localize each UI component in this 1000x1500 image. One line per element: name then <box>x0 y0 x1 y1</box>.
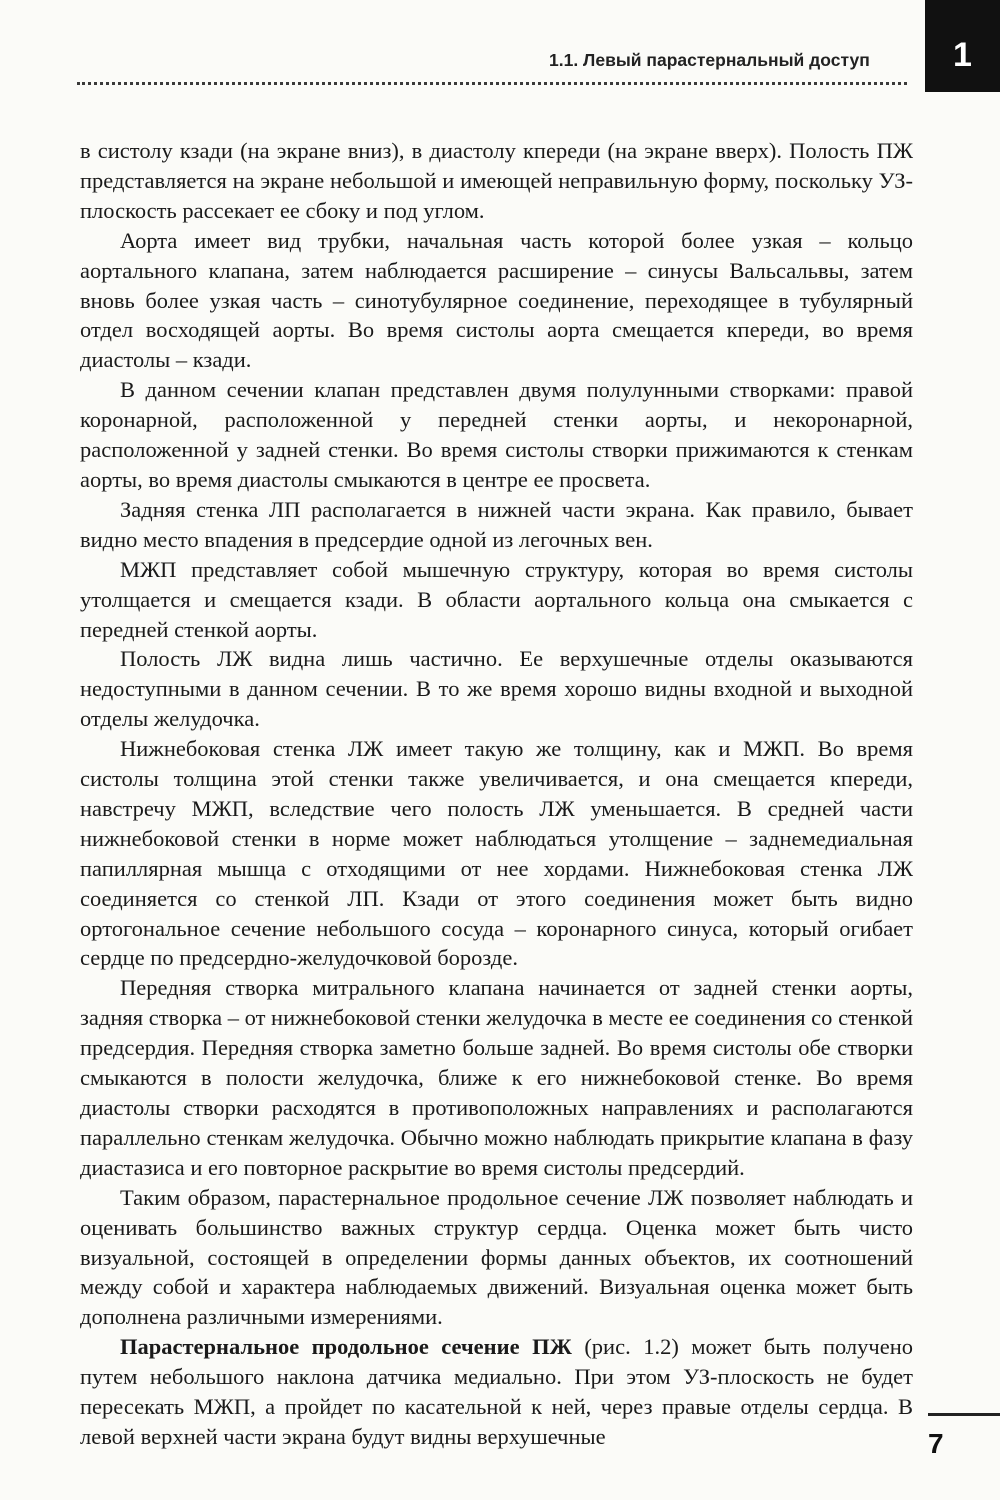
paragraph: Аорта имеет вид трубки, начальная часть которой более узкая – кольцо аортального клапана, затем наблюдается расширение – синусы Вальсальвы, затем вновь более узкая часть – синотубулярное соединение, переходящее в тубулярный отдел восходящей аорты. Во время систолы аорта смещается кпереди, во время диастолы – кзади. <box>80 227 913 373</box>
paragraph: В данном сечении клапан представлен двумя полулунными створками: правой коронарной, расположенной у передней стенки аорты, и некоронарной, расположенной у задней стенки. Во время систолы створки прижимаются к стенкам аорты, во время диастолы смыкаются в центре ее просвета. <box>80 377 913 492</box>
paragraph: Задняя стенка ЛП располагается в нижней части экрана. Как правило, бывает видно место впадения в предсердие одной из легочных вен. <box>80 496 913 552</box>
paragraph: Передняя створка митрального клапана начинается от задней стенки аорты, задняя створка – от нижнебоковой стенки желудочка в месте ее соединения со стенкой предсердия. Передняя створка заметно больше задней. Во время систолы обе створки смыкаются в полости желудочка, ближе к его нижнебоковой стенке. Во время диастолы створки расходятся в противоположных направлениях и располагаются параллельно стенкам желудочка. Обычно можно наблюдать прикрытие клапана в фазу диастазиса и его повторное раскрытие во время систолы предсердий. <box>80 975 913 1180</box>
bold-term: Парастернальное продольное сечение ПЖ <box>120 1334 572 1360</box>
page-number: 7 <box>928 1428 944 1459</box>
chapter-tab <box>925 0 1000 92</box>
paragraph: Полость ЛЖ видна лишь частично. Ее верхушечные отделы оказываются недоступными в данном сечении. В то же время хорошо видны входной и выходной отделы желудочка. <box>80 646 913 732</box>
paragraph: в систолу кзади (на экране вниз), в диастолу кпереди (на экране вверх). Полость ПЖ представляется на экране небольшой и имеющей неправильную форму, поскольку УЗ-плоскость рассекает ее сбоку и под углом. <box>80 138 913 223</box>
section-title: 1.1. Левый парастернальный доступ <box>549 50 870 70</box>
paragraph: МЖП представляет собой мышечную структуру, которая во время систолы утолщается и смещается кзади. В области аортального кольца она смыкается с передней стенкой аорты. <box>80 556 913 642</box>
footer-rule <box>928 1413 1000 1416</box>
chapter-number: 1 <box>953 35 972 74</box>
body-text <box>80 136 913 1452</box>
paragraph: Нижнебоковая стенка ЛЖ имеет такую же толщину, как и МЖП. Во время систолы толщина этой стенки также увеличивается, и она смещается кпереди, навстречу МЖП, вследствие чего полость ЛЖ уменьшается. В средней части нижнебоковой стенки в норме может наблюдаться утолщение – заднемедиальная папиллярная мышца с отходящими от нее хордами. Нижнебоковая стенка ЛЖ соединяется со стенкой ЛП. Кзади от этого соединения может быть видно ортогональное сечение небольшого сосуда – коронарного синуса, который огибает сердце по предсердно-желудочковой борозде. <box>80 736 913 971</box>
paragraph-text: (рис. 1.2) может быть получено путем небольшого наклона датчика медиально. При этом УЗ-плоскость не будет пересекать МЖП, а пройдет по касательной к ней, через правые отделы сердца. В левой верхней части экрана будут видны верхушечные <box>80 1334 914 1449</box>
paragraph: Таким образом, парастернальное продольное сечение ЛЖ позволяет наблюдать и оценивать большинство важных структур сердца. Оценка может быть чисто визуальной, состоящей в определении формы данных объектов, их соотношений между собой и характера наблюдаемых движений. Визуальная оценка может быть дополнена различными измерениями. <box>80 1184 913 1330</box>
paragraph <box>80 1332 913 1452</box>
header-rule <box>77 82 907 85</box>
